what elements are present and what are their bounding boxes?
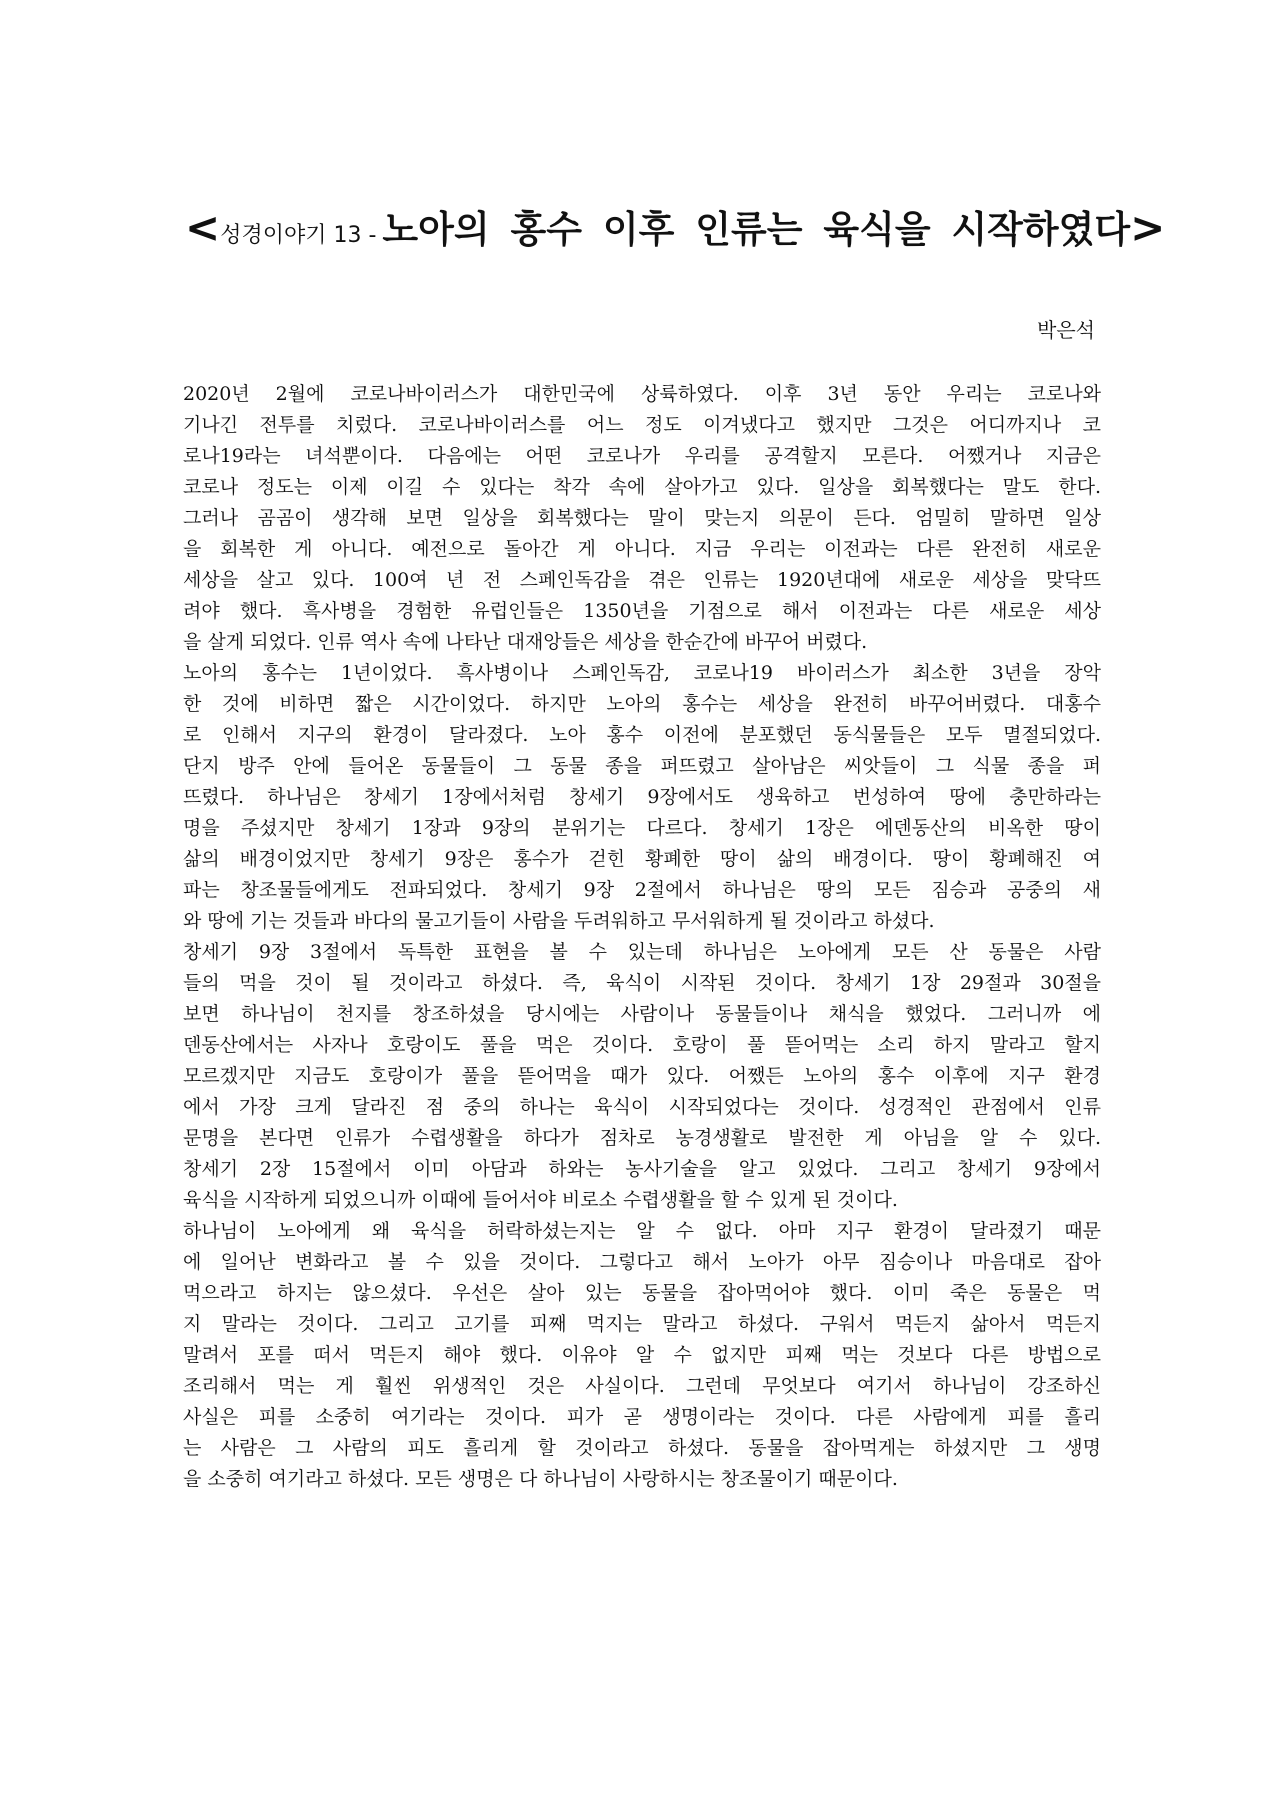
body-line: 뜨렸다. 하나님은 창세기 1장에서처럼 창세기 9장에서도 생육하고 번성하여 땅에 충만하라는 [183, 786, 1101, 808]
body-line: 들의 먹을 것이 될 것이라고 하셨다. 즉, 육식이 시작된 것이다. 창세기 1장 29절과 30절을 [183, 972, 1101, 994]
body-line: 삶의 배경이었지만 창세기 9장은 홍수가 걷힌 황폐한 땅이 삶의 배경이다. 땅이 황폐해진 여 [183, 848, 1101, 870]
body-line: 말려서 포를 떠서 먹든지 해야 했다. 이유야 알 수 없지만 피째 먹는 것보다 다른 방법으로 [183, 1344, 1101, 1366]
body-line: 와 땅에 기는 것들과 바다의 물고기들이 사람을 두려워하고 무서워하게 될 것이라고 하셨다. [183, 910, 935, 932]
body-line: 사실은 피를 소중히 여기라는 것이다. 피가 곧 생명이라는 것이다. 다른 사람에게 피를 흘리 [183, 1406, 1101, 1428]
body-line: 덴동산에서는 사자나 호랑이도 풀을 먹은 것이다. 호랑이 풀 뜯어먹는 소리 하지 말라고 할지 [183, 1034, 1101, 1056]
title-series-label: 성경이야기 13 - [220, 223, 377, 248]
body-line: 하나님이 노아에게 왜 육식을 허락하셨는지는 알 수 없다. 아마 지구 환경이 달라졌기 때문 [183, 1220, 1101, 1242]
body-line: 세상을 살고 있다. 100여 년 전 스페인독감을 겪은 인류는 1920년대에 새로운 세상을 맞닥뜨 [183, 569, 1101, 591]
author-name: 박은석 [1037, 318, 1095, 342]
body-line: 로나19라는 녀석뿐이다. 다음에는 어떤 코로나가 우리를 공격할지 모른다. 어쨌거나 지금은 [183, 445, 1101, 467]
body-line: 문명을 본다면 인류가 수렵생활을 하다가 점차로 농경생활로 발전한 게 아님을 알 수 있다. [183, 1127, 1101, 1149]
body-line: 코로나 정도는 이제 이길 수 있다는 착각 속에 살아가고 있다. 일상을 회복했다는 말도 한다. [183, 476, 1101, 498]
body-line: 창세기 9장 3절에서 독특한 표현을 볼 수 있는데 하나님은 노아에게 모든 산 동물은 사람 [183, 941, 1101, 963]
body-line: 모르겠지만 지금도 호랑이가 풀을 뜯어먹을 때가 있다. 어쨌든 노아의 홍수 이후에 지구 환경 [183, 1065, 1101, 1087]
body-line: 명을 주셨지만 창세기 1장과 9장의 분위기는 다르다. 창세기 1장은 에덴동산의 비옥한 땅이 [183, 817, 1101, 839]
body-line: 지 말라는 것이다. 그리고 고기를 피째 먹지는 말라고 하셨다. 구워서 먹든지 삶아서 먹든지 [183, 1313, 1101, 1335]
title-open-bracket: < [185, 203, 221, 252]
body-text [183, 379, 1101, 1495]
body-line: 2020년 2월에 코로나바이러스가 대한민국에 상륙하였다. 이후 3년 동안 우리는 코로나와 [183, 383, 1101, 405]
body-line: 을 살게 되었다. 인류 역사 속에 나타난 대재앙들은 세상을 한순간에 바꾸어 버렸다. [183, 631, 868, 653]
body-line: 그러나 곰곰이 생각해 보면 일상을 회복했다는 말이 맞는지 의문이 든다. 엄밀히 말하면 일상 [183, 507, 1101, 529]
body-line: 단지 방주 안에 들어온 동물들이 그 동물 종을 퍼뜨렸고 살아남은 씨앗들이 그 식물 종을 퍼 [183, 755, 1101, 777]
body-line: 을 소중히 여기라고 하셨다. 모든 생명은 다 하나님이 사랑하시는 창조물이기 때문이다. [183, 1468, 898, 1490]
title-main-text: 노아의 홍수 이후 인류는 육식을 시작하였다 [382, 208, 1131, 251]
title-close-bracket: > [1130, 203, 1166, 252]
body-line: 노아의 홍수는 1년이었다. 흑사병이나 스페인독감, 코로나19 바이러스가 최소한 3년을 장악 [183, 662, 1101, 684]
document-title [185, 203, 1166, 252]
body-line: 는 사람은 그 사람의 피도 흘리게 할 것이라고 하셨다. 동물을 잡아먹게는 하셨지만 그 생명 [183, 1437, 1101, 1459]
body-line: 조리해서 먹는 게 훨씬 위생적인 것은 사실이다. 그런데 무엇보다 여기서 하나님이 강조하신 [183, 1375, 1101, 1397]
body-line: 려야 했다. 흑사병을 경험한 유럽인들은 1350년을 기점으로 해서 이전과는 다른 새로운 세상 [183, 600, 1101, 622]
body-line: 에 일어난 변화라고 볼 수 있을 것이다. 그렇다고 해서 노아가 아무 짐승이나 마음대로 잡아 [183, 1251, 1101, 1273]
body-line: 을 회복한 게 아니다. 예전으로 돌아간 게 아니다. 지금 우리는 이전과는 다른 완전히 새로운 [183, 538, 1101, 560]
body-line: 창세기 2장 15절에서 이미 아담과 하와는 농사기술을 알고 있었다. 그리고 창세기 9장에서 [183, 1158, 1101, 1180]
body-line: 한 것에 비하면 짧은 시간이었다. 하지만 노아의 홍수는 세상을 완전히 바꾸어버렸다. 대홍수 [183, 693, 1101, 715]
body-line: 보면 하나님이 천지를 창조하셨을 당시에는 사람이나 동물들이나 채식을 했었다. 그러니까 에 [183, 1003, 1101, 1025]
body-line: 에서 가장 크게 달라진 점 중의 하나는 육식이 시작되었다는 것이다. 성경적인 관점에서 인류 [183, 1096, 1101, 1118]
body-line: 먹으라고 하지는 않으셨다. 우선은 살아 있는 동물을 잡아먹어야 했다. 이미 죽은 동물은 먹 [183, 1282, 1101, 1304]
body-line: 기나긴 전투를 치렀다. 코로나바이러스를 어느 정도 이겨냈다고 했지만 그것은 어디까지나 코 [183, 414, 1101, 436]
body-line: 로 인해서 지구의 환경이 달라졌다. 노아 홍수 이전에 분포했던 동식물들은 모두 멸절되었다. [183, 724, 1101, 746]
body-line: 육식을 시작하게 되었으니까 이때에 들어서야 비로소 수렵생활을 할 수 있게 된 것이다. [183, 1189, 898, 1211]
body-line: 파는 창조물들에게도 전파되었다. 창세기 9장 2절에서 하나님은 땅의 모든 짐승과 공중의 새 [183, 879, 1101, 901]
